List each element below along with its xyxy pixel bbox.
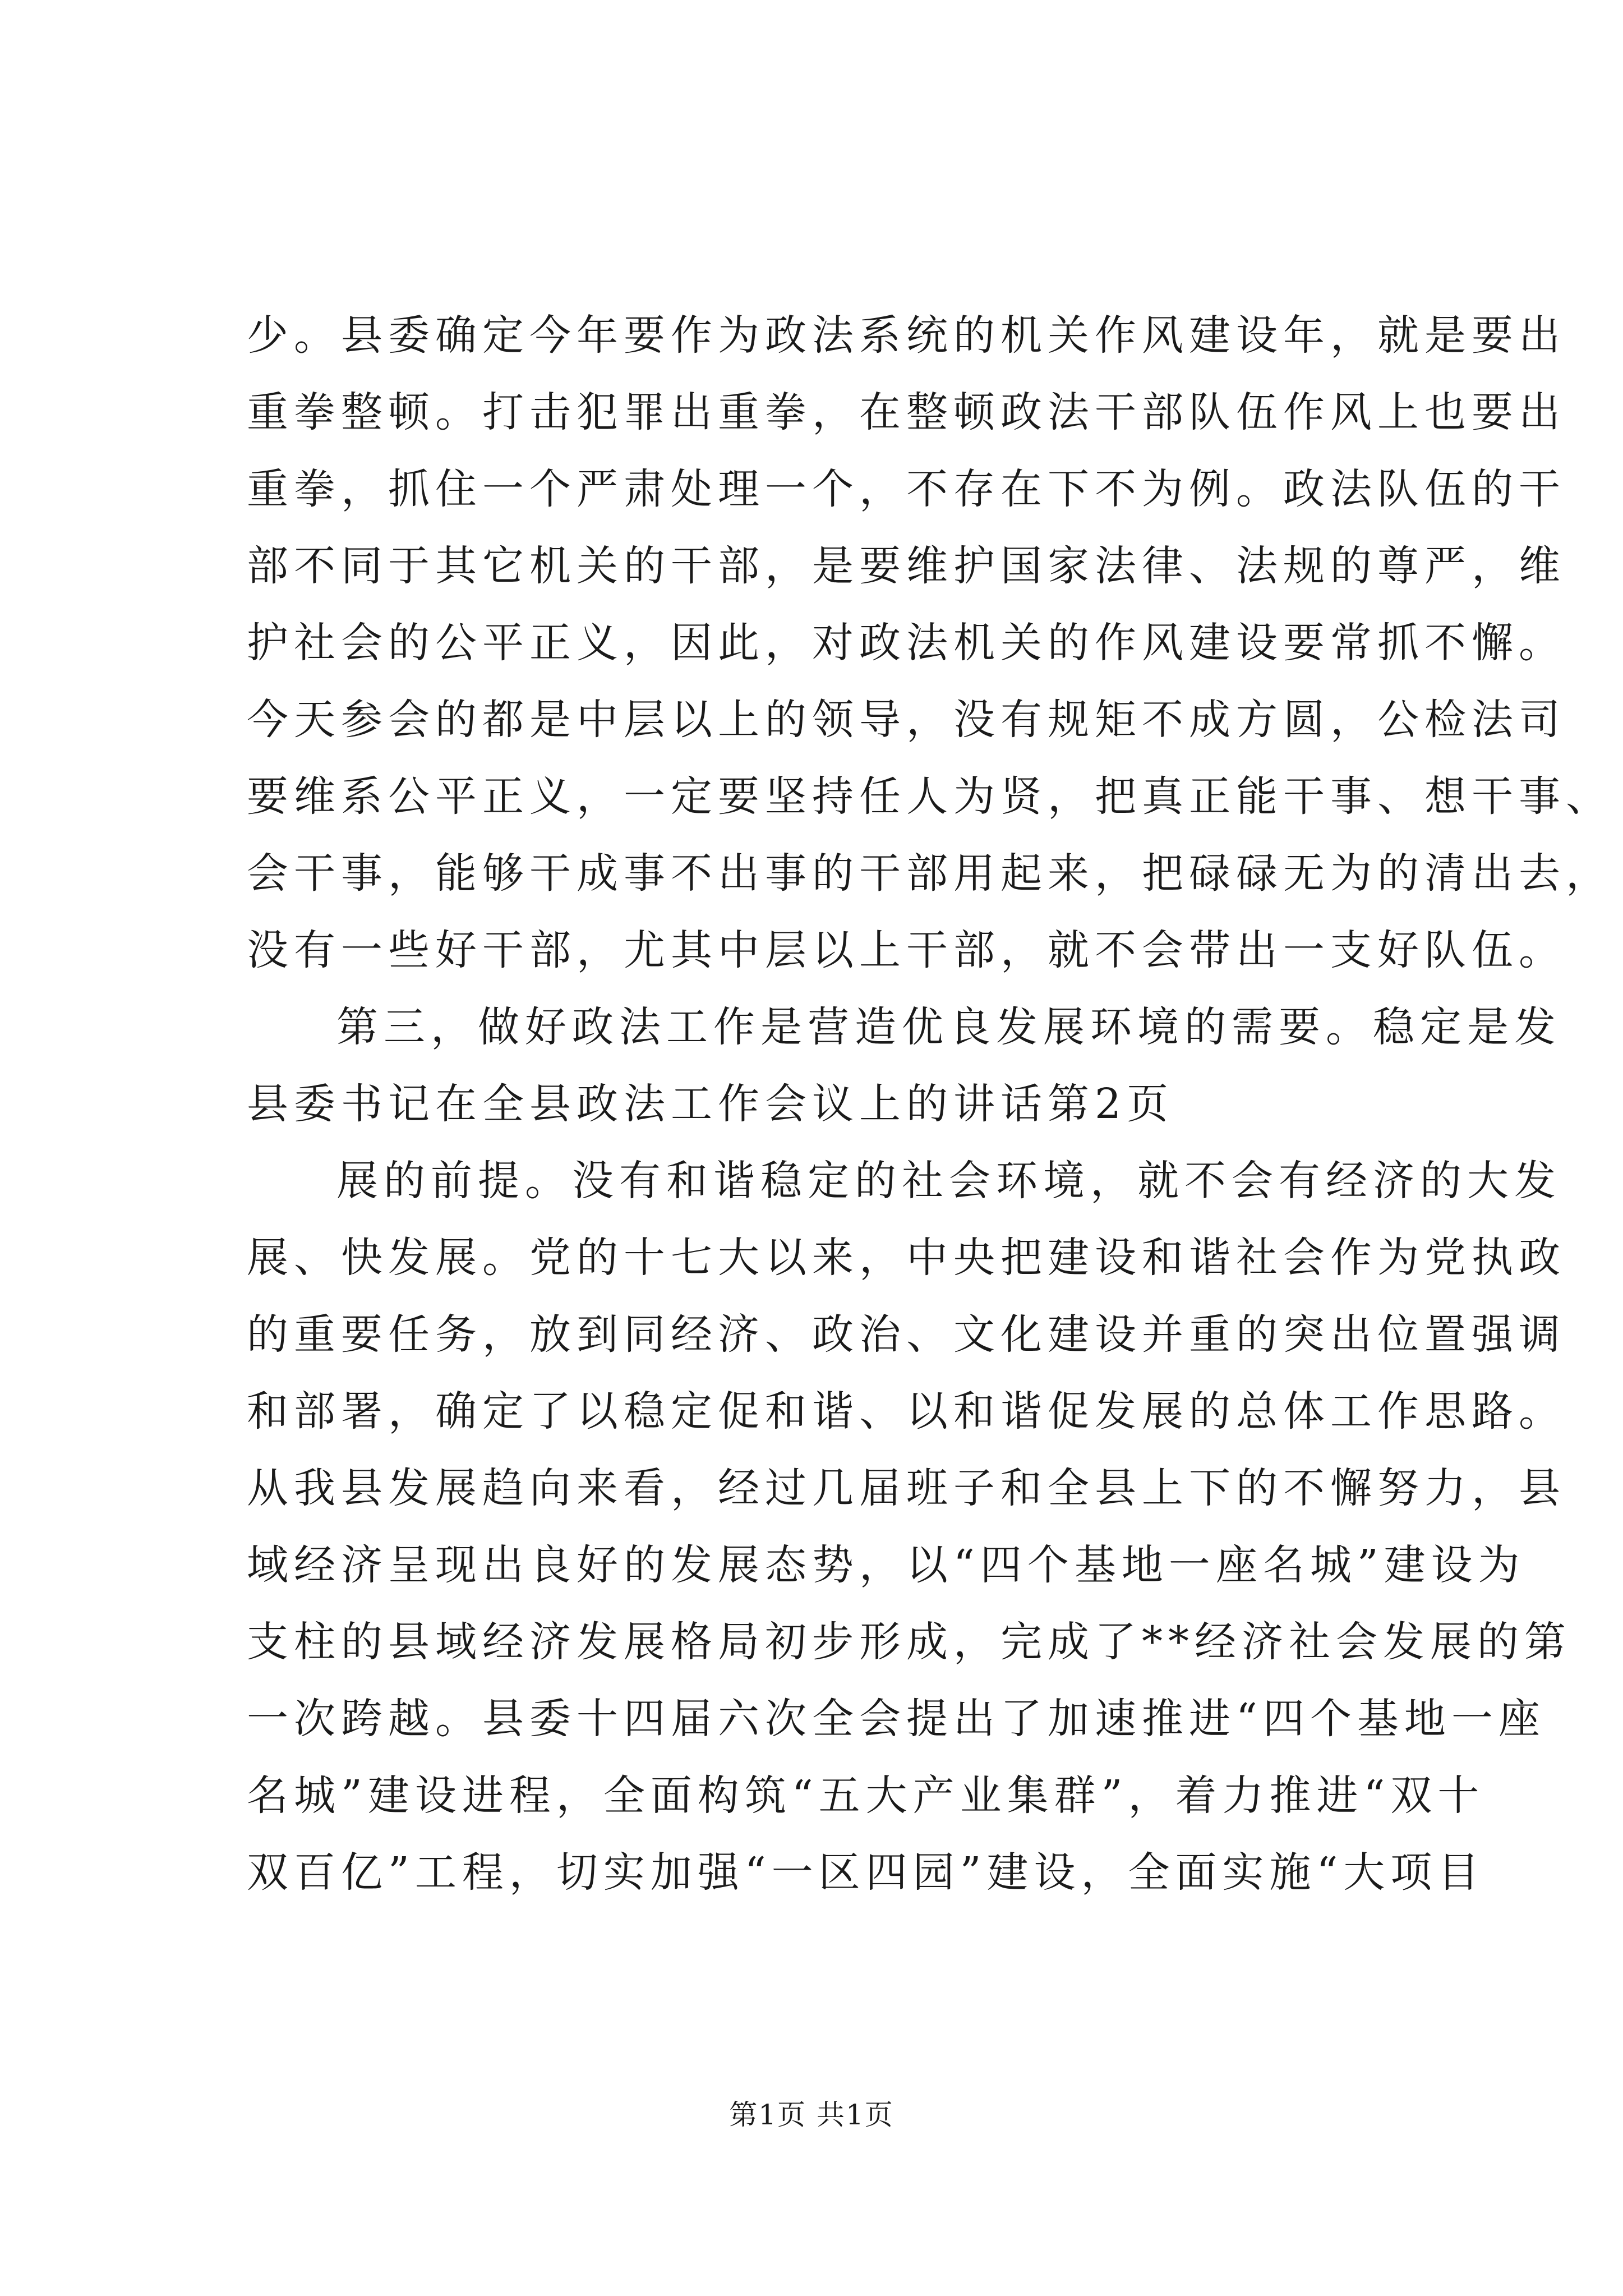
- text-line: 要维系公平正义，一定要坚持任人为贤，把真正能干事、想干事、: [247, 772, 1613, 821]
- text-line: 的重要任务，放到同经济、政治、文化建设并重的突出位置强调: [247, 1310, 1566, 1359]
- text-line: 一次跨越。县委十四届六次全会提出了加速推进“四个基地一座: [247, 1695, 1546, 1743]
- text-line: 护社会的公平正义，因此，对政法机关的作风建设要常抓不懈。: [247, 619, 1566, 667]
- text-line: 展、快发展。党的十七大以来，中央把建设和谐社会作为党执政: [247, 1234, 1566, 1282]
- text-line: 名城”建设进程，全面构筑“五大产业集群”，着力推进“双十: [247, 1772, 1485, 1820]
- text-line: 少。县委确定今年要作为政法系统的机关作风建设年，就是要出: [247, 311, 1566, 360]
- text-line: 双百亿”工程，切实加强“一区四园”建设，全面实施“大项目: [247, 1848, 1485, 1897]
- document-body: [247, 297, 1613, 1911]
- text-line: 今天参会的都是中层以上的领导，没有规矩不成方圆，公检法司: [247, 696, 1566, 744]
- inline-page-title: 县委书记在全县政法工作会议上的讲话第2页: [247, 1080, 1174, 1128]
- text-line: 没有一些好干部，尤其中层以上干部，就不会带出一支好队伍。: [247, 926, 1566, 974]
- text-line: 重拳整顿。打击犯罪出重拳，在整顿政法干部队伍作风上也要出: [247, 388, 1566, 436]
- text-line: 支柱的县域经济发展格局初步形成，完成了**经济社会发展的第: [247, 1618, 1571, 1666]
- text-line: 重拳，抓住一个严肃处理一个，不存在下不为例。政法队伍的干: [247, 465, 1566, 513]
- text-line: 部不同于其它机关的干部，是要维护国家法律、法规的尊严，维: [247, 542, 1566, 590]
- paragraph-start-line: 展的前提。没有和谐稳定的社会环境，就不会有经济的大发: [336, 1157, 1561, 1205]
- paragraph-start-line: 第三，做好政法工作是营造优良发展环境的需要。稳定是发: [336, 1003, 1561, 1051]
- text-line: 会干事，能够干成事不出事的干部用起来，把碌碌无为的清出去，: [247, 849, 1613, 898]
- text-line: 和部署，确定了以稳定促和谐、以和谐促发展的总体工作思路。: [247, 1387, 1566, 1435]
- page-footer: 第1页 共1页: [729, 2099, 894, 2131]
- text-line: 从我县发展趋向来看，经过几届班子和全县上下的不懈努力，县: [247, 1464, 1566, 1512]
- text-line: 域经济呈现出良好的发展态势，以“四个基地一座名城”建设为: [247, 1541, 1525, 1589]
